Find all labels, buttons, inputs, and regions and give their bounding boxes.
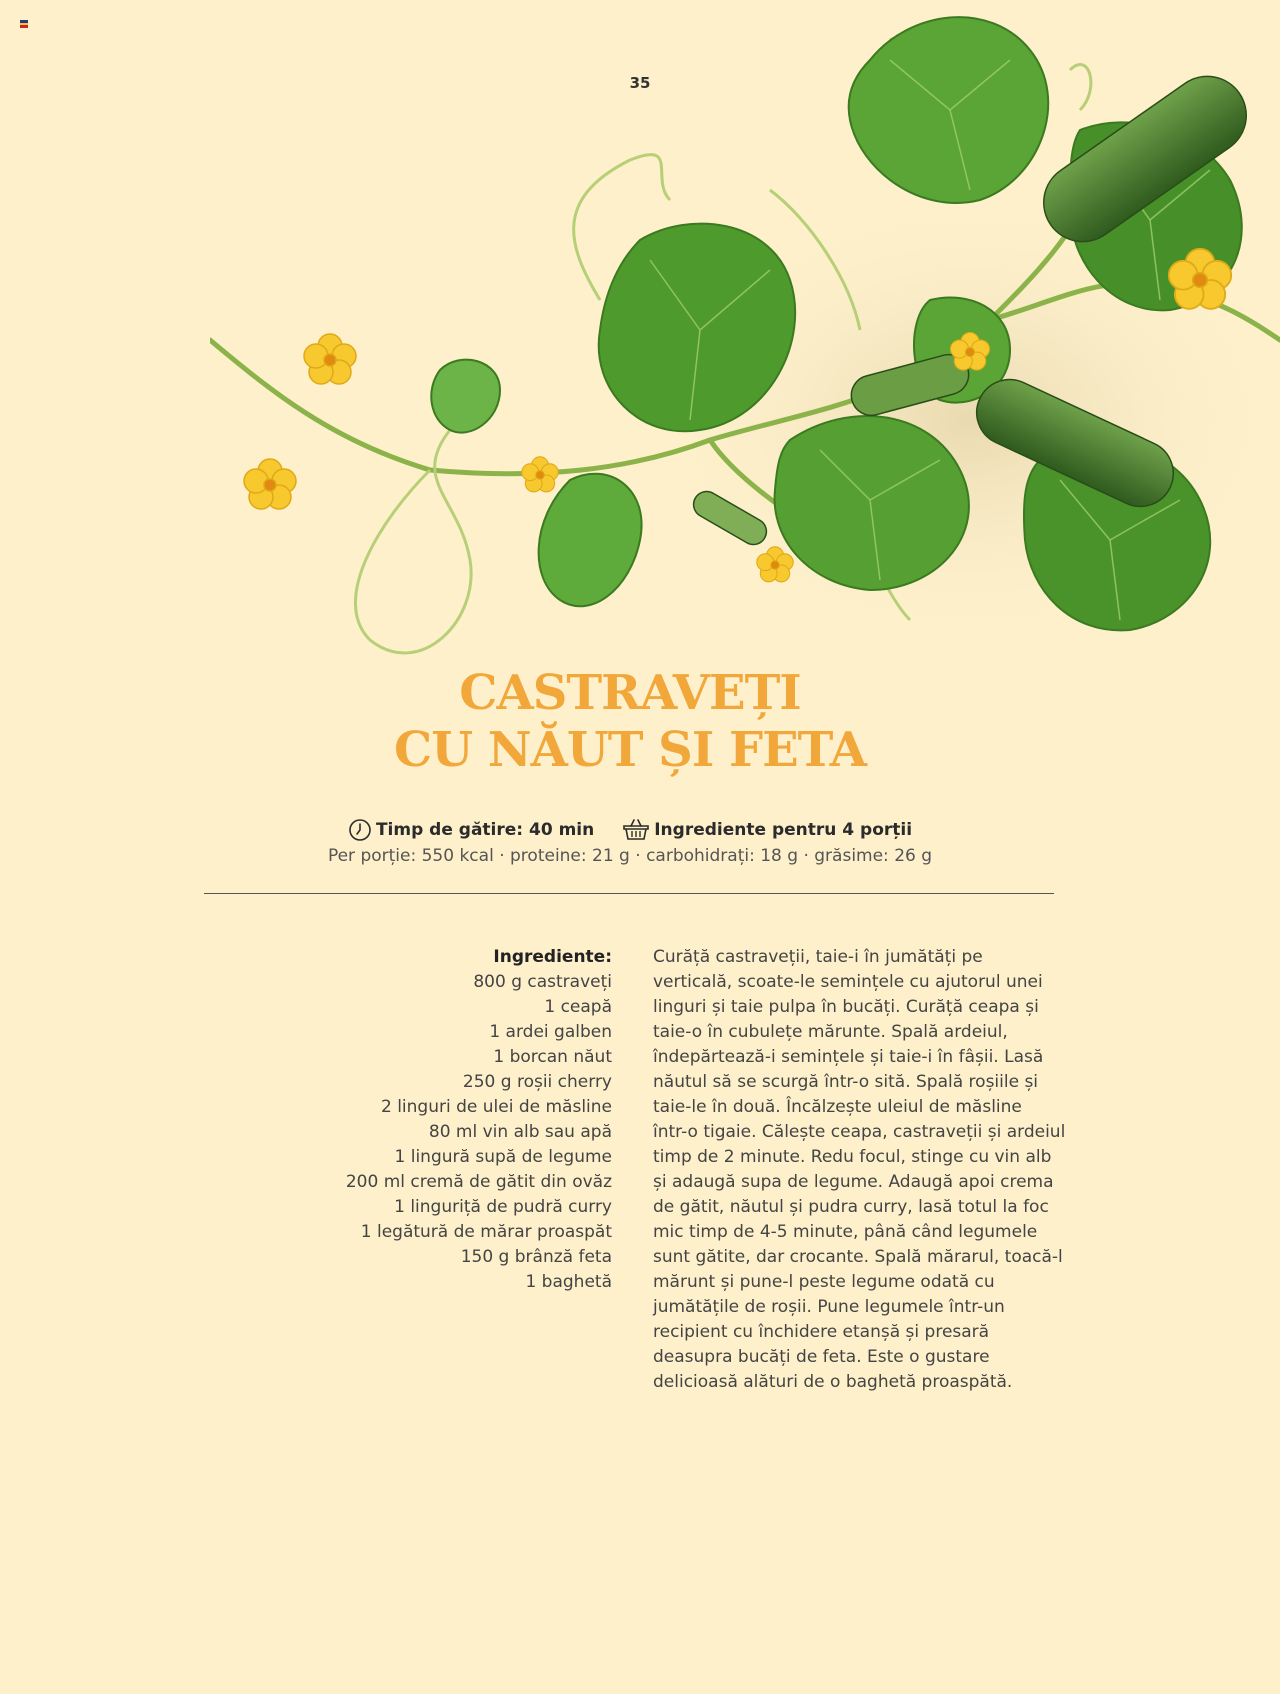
nutrition-info: Per porție: 550 kcal · proteine: 21 g · carbohidrați: 18 g · grăsime: 26 g bbox=[327, 846, 933, 866]
recipe-meta bbox=[0, 818, 1260, 842]
method-line: linguri și taie pulpa în bucăți. Curăță ceapa și bbox=[653, 997, 1039, 1017]
method-text bbox=[653, 945, 1066, 1395]
flower bbox=[244, 459, 296, 509]
method-line: într-o tigaie. Călește ceapa, castraveții și ardeiul bbox=[653, 1122, 1066, 1142]
leaf bbox=[539, 474, 642, 607]
ingredient-item: 800 g castraveți bbox=[473, 972, 612, 992]
method-line: jumătățile de roșii. Pune legumele într-un bbox=[653, 1297, 1005, 1317]
clock-icon bbox=[348, 818, 372, 842]
ingredient-item: 1 linguriță de pudră curry bbox=[394, 1197, 612, 1217]
method-line: Curăță castraveții, taie-i în jumătăți pe bbox=[653, 947, 983, 967]
ingredient-item: 250 g roșii cherry bbox=[462, 1072, 612, 1092]
ingredient-item: 1 ceapă bbox=[544, 997, 612, 1017]
cook-time-label: Timp de gătire: 40 min bbox=[375, 820, 595, 840]
cook-time bbox=[348, 818, 594, 842]
title-line: CASTRAVEȚI bbox=[459, 665, 801, 721]
method-line: de gătit, năutul și pudra curry, lasă totul la foc bbox=[653, 1197, 1049, 1217]
method-line: năutul să se scurgă într-o sită. Spală roșiile și bbox=[653, 1072, 1039, 1092]
method-line: taie-le în două. Încălzește uleiul de măsline bbox=[653, 1097, 1022, 1117]
ingredient-item: 200 ml cremă de gătit din ovăz bbox=[345, 1172, 612, 1192]
method-line: deasupra bucăți de feta. Este o gustare bbox=[653, 1347, 990, 1367]
leaf bbox=[431, 360, 500, 433]
recipe-title bbox=[0, 665, 1260, 779]
flag-icon bbox=[20, 20, 28, 28]
cucumber-vine-illustration bbox=[210, 0, 1280, 740]
method-line: îndepărtează-i semințele și taie-i în fâșii. Lasă bbox=[653, 1047, 1044, 1067]
ingredient-item: 1 ardei galben bbox=[489, 1022, 612, 1042]
basket-icon bbox=[622, 818, 650, 842]
leaf bbox=[849, 17, 1049, 203]
method-line: mărunt și pune-l peste legume odată cu bbox=[653, 1272, 995, 1292]
page-number: 35 bbox=[629, 74, 651, 92]
ingredient-item: 1 lingură supă de legume bbox=[394, 1147, 612, 1167]
method-line: mic timp de 4-5 minute, până când legumele bbox=[653, 1222, 1038, 1242]
ingredients-heading: Ingrediente: bbox=[493, 947, 612, 967]
ingredient-item: 2 linguri de ulei de măsline bbox=[380, 1097, 612, 1117]
method-line: taie-o în cubulețe mărunte. Spală ardeiul, bbox=[653, 1022, 1008, 1042]
title-line: CU NĂUT ȘI FETA bbox=[393, 722, 866, 778]
ingredient-item: 1 borcan năut bbox=[493, 1047, 612, 1067]
flower bbox=[522, 457, 558, 492]
servings-label: Ingrediente pentru 4 porții bbox=[654, 820, 913, 840]
method-line: sunt gătite, dar crocante. Spală mărarul, toacă-l bbox=[653, 1247, 1063, 1267]
method-line: delicioasă alături de o baghetă proaspătă. bbox=[653, 1372, 1013, 1392]
method-line: verticală, scoate-le semințele cu ajutorul unei bbox=[653, 972, 1043, 992]
method-line: recipient cu închidere etanșă și presară bbox=[653, 1322, 990, 1342]
method-line: timp de 2 minute. Redu focul, stinge cu vin alb bbox=[653, 1147, 1052, 1167]
method-line: și adaugă supa de legume. Adaugă apoi crema bbox=[653, 1172, 1054, 1192]
ingredient-item: 150 g brânză feta bbox=[460, 1247, 612, 1267]
servings bbox=[622, 818, 912, 842]
ingredient-item: 80 ml vin alb sau apă bbox=[428, 1122, 612, 1142]
divider bbox=[204, 893, 1054, 894]
ingredient-item: 1 legătură de mărar proaspăt bbox=[360, 1222, 612, 1242]
ingredient-item: 1 baghetă bbox=[525, 1272, 612, 1292]
ingredients-list bbox=[300, 945, 612, 1295]
flower bbox=[304, 334, 356, 384]
